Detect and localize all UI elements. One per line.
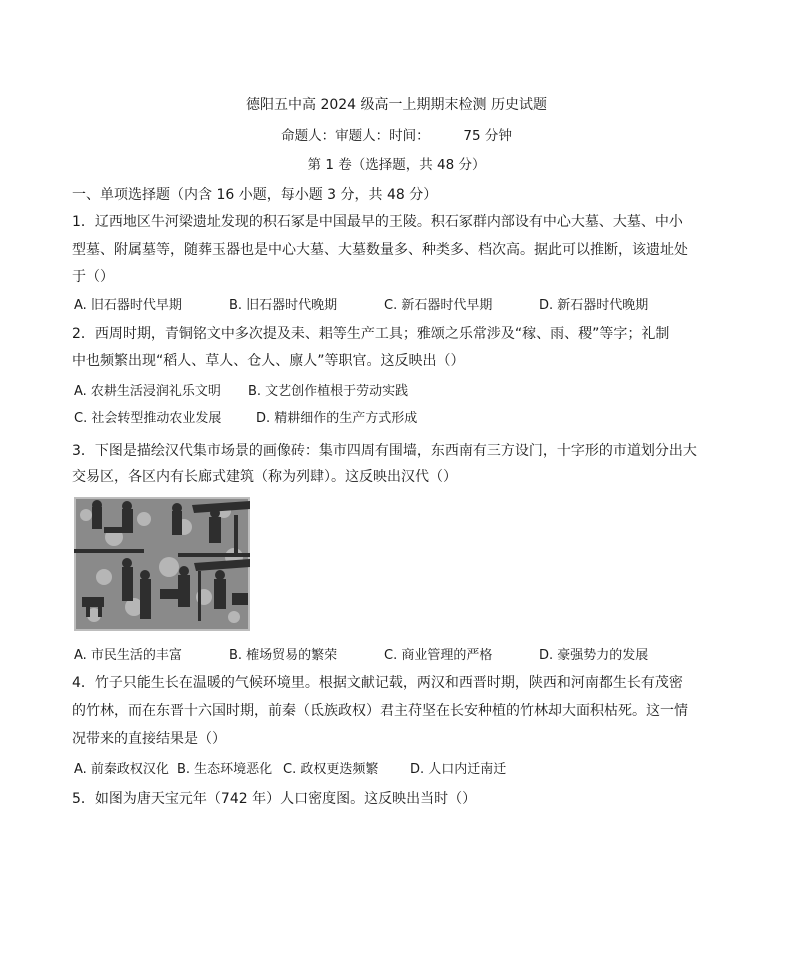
q3-option-d: D. 豪强势力的发展 — [539, 648, 649, 663]
q4-line-1: 4．竹子只能生长在温暖的气候环境里。根据文献记载，两汉和西晋时期，陕西和河南都生长有茂密 — [72, 675, 683, 691]
q2-option-b: B. 文艺创作植根于劳动实践 — [248, 384, 409, 399]
q2-line-2: 中也频繁出现“稻人、草人、仓人、廪人”等职官。这反映出（） — [72, 353, 465, 369]
q2-options-row-2 — [74, 410, 417, 428]
q3-line-2: 交易区，各区内有长廊式建筑（称为列肆）。这反映出汉代（） — [72, 469, 457, 485]
q4-line-2: 的竹林，而在东晋十六国时期，前秦（氐族政权）君主苻坚在长安种植的竹林却大面积枯死。这一情 — [72, 703, 688, 719]
q2-option-c: C. 社会转型推动农业发展 — [74, 411, 222, 426]
q1-option-b: B. 旧石器时代晚期 — [229, 298, 338, 313]
q3-option-b: B. 榷场贸易的繁荣 — [229, 648, 338, 663]
q4-options — [74, 761, 506, 779]
q3-option-a: A. 市民生活的丰富 — [74, 648, 182, 663]
q3-line-1: 3．下图是描绘汉代集市场景的画像砖：集市四周有围墙，东西南有三方设门，十字形的市道划分出大 — [72, 443, 697, 459]
q3-options — [74, 647, 648, 665]
han-market-brick-relief-image — [74, 497, 250, 631]
q2-line-1: 2．西周时期，青铜铭文中多次提及耒、耜等生产工具；雅颂之乐常涉及“稼、雨、稷”等字；礼制 — [72, 326, 670, 342]
q1-line-3: 于（） — [72, 269, 114, 285]
q2-option-a: A. 农耕生活浸润礼乐文明 — [74, 384, 221, 399]
q2-option-d: D. 精耕细作的生产方式形成 — [256, 411, 418, 426]
q4-option-a: A. 前秦政权汉化 — [74, 762, 169, 777]
q1-options — [74, 297, 648, 315]
exam-title: 德阳五中高 2024 级高一上期期末检测 历史试题 — [246, 97, 547, 113]
q1-line-2: 型墓、附属墓等，随葬玉器也是中心大墓、大墓数量多、种类多、档次高。据此可以推断，该遗址处 — [72, 242, 688, 258]
volume-title: 第 1 卷（选择题，共 48 分） — [307, 157, 486, 173]
q1-option-c: C. 新石器时代早期 — [384, 298, 493, 313]
q5-line-1: 5．如图为唐天宝元年（742 年）人口密度图。这反映出当时（） — [72, 791, 477, 807]
q2-options-row-1 — [74, 383, 408, 401]
q1-option-a: A. 旧石器时代早期 — [74, 298, 182, 313]
q4-option-b: B. 生态环境恶化 — [177, 762, 273, 777]
section-title: 一、单项选择题（内含 16 小题，每小题 3 分，共 48 分） — [72, 187, 438, 203]
exam-meta: 命题人：审题人：时间： 75 分钟 — [281, 128, 512, 144]
q4-line-3: 况带来的直接结果是（） — [72, 731, 226, 747]
q1-line-1: 1．辽西地区牛河梁遗址发现的积石冢是中国最早的王陵。积石冢群内部设有中心大墓、大墓、中小 — [72, 214, 683, 230]
q1-option-d: D. 新石器时代晚期 — [539, 298, 649, 313]
q4-option-d: D. 人口内迁南迁 — [410, 762, 507, 777]
q4-option-c: C. 政权更迭频繁 — [283, 762, 379, 777]
q3-option-c: C. 商业管理的严格 — [384, 648, 493, 663]
